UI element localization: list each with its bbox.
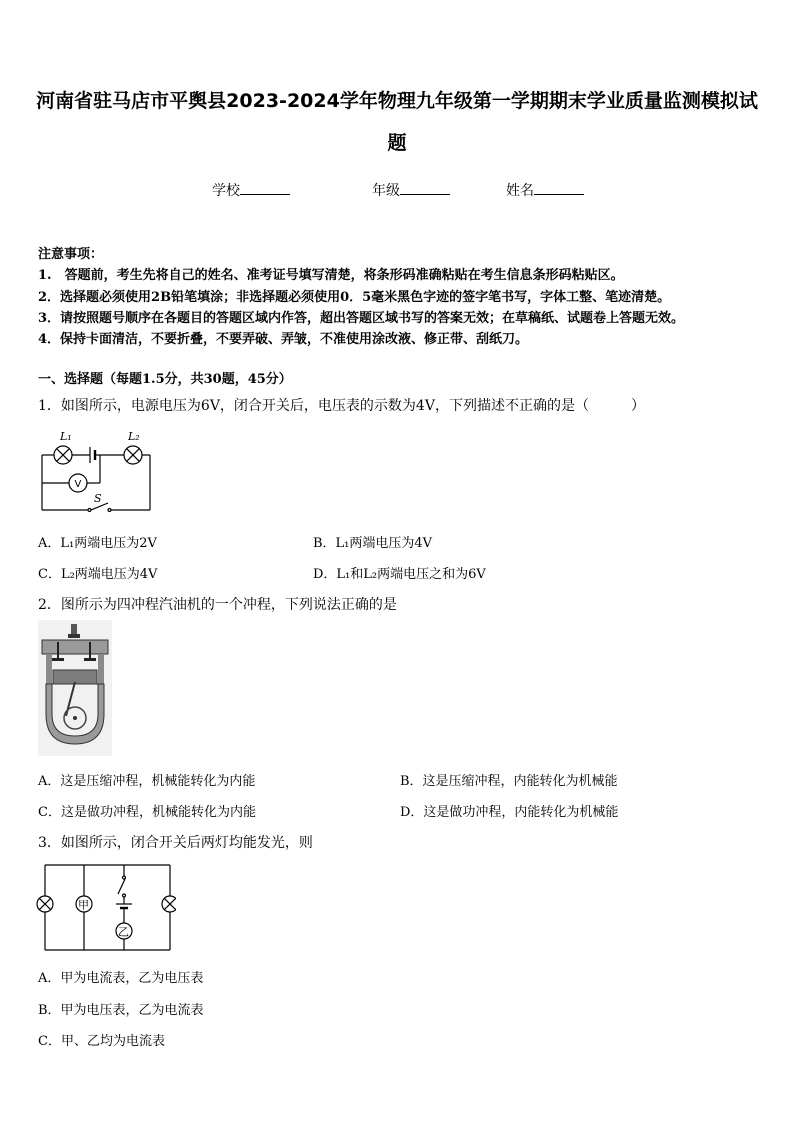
- school-label: 学校: [212, 183, 240, 199]
- q2-option-a: A．这是压缩冲程，机械能转化为内能: [38, 774, 256, 789]
- q1-option-a: A．L₁两端电压为2V: [38, 536, 157, 551]
- label-v: V: [74, 479, 82, 490]
- q3-option-a: A．甲为电流表，乙为电压表: [38, 971, 204, 986]
- note-item: 3．请按照题号顺序在各题目的答题区域内作答，超出答题区域书写的答案无效；在草稿纸、试题卷上答题无效。: [38, 311, 685, 326]
- circuit-diagram-q1: [36, 425, 156, 517]
- note-item: 4．保持卡面清洁，不要折叠，不要弄破、弄皱，不准使用涂改液、修正带、刮纸刀。: [38, 332, 529, 347]
- note-item: 1. 答题前，考生先将自己的姓名、准考证号填写清楚，将条形码准确粘贴在考生信息条形码粘贴区。: [38, 268, 624, 283]
- label-s: S: [94, 492, 102, 505]
- name-field: [506, 180, 584, 200]
- q2-option-b: B．这是压缩冲程，内能转化为机械能: [400, 774, 618, 789]
- label-l1: L₁: [60, 430, 72, 443]
- q2-option-c: C．这是做功冲程，机械能转化为内能: [38, 805, 256, 820]
- circuit-diagram-q3: [36, 860, 176, 954]
- question-1-stem: 1．如图所示，电源电压为6V，闭合开关后，电压表的示数为4V，下列描述不正确的是（ ）: [38, 398, 645, 414]
- grade-field: [372, 180, 450, 200]
- q1-option-b: B．L₁两端电压为4V: [313, 536, 433, 551]
- q2-option-d: D．这是做功冲程，内能转化为机械能: [400, 805, 619, 820]
- section-heading: 一、选择题（每题1.5分，共30题，45分）: [38, 372, 292, 387]
- engine-cylinder-image: [38, 620, 112, 756]
- exam-title-line1: 河南省驻马店市平舆县2023-2024学年物理九年级第一学期期末学业质量监测模拟试: [36, 90, 758, 112]
- q3-option-b: B．甲为电压表，乙为电流表: [38, 1003, 204, 1018]
- q1-option-c: C．L₂两端电压为4V: [38, 567, 158, 582]
- grade-label: 年级: [372, 183, 400, 199]
- grade-blank: [400, 180, 450, 195]
- school-field: [212, 180, 290, 200]
- note-item: 2．选择题必须使用2B铅笔填涂；非选择题必须使用0．5毫米黑色字迹的签字笔书写，字体工整、笔迹清楚。: [38, 290, 671, 305]
- school-blank: [240, 180, 290, 195]
- name-label: 姓名: [506, 183, 534, 199]
- q3-option-c: C．甲、乙均为电流表: [38, 1034, 165, 1049]
- question-2-stem: 2．图所示为四冲程汽油机的一个冲程，下列说法正确的是: [38, 597, 397, 613]
- name-blank: [534, 180, 584, 195]
- label-l2: L₂: [128, 430, 140, 443]
- exam-title-line2: 题: [387, 132, 407, 154]
- label-jia: 甲: [78, 898, 89, 912]
- notes-title: 注意事项：: [38, 247, 104, 262]
- question-3-stem: 3．如图所示，闭合开关后两灯均能发光，则: [38, 835, 313, 851]
- q1-option-d: D．L₁和L₂两端电压之和为6V: [313, 567, 486, 582]
- label-yi: 乙: [118, 925, 129, 939]
